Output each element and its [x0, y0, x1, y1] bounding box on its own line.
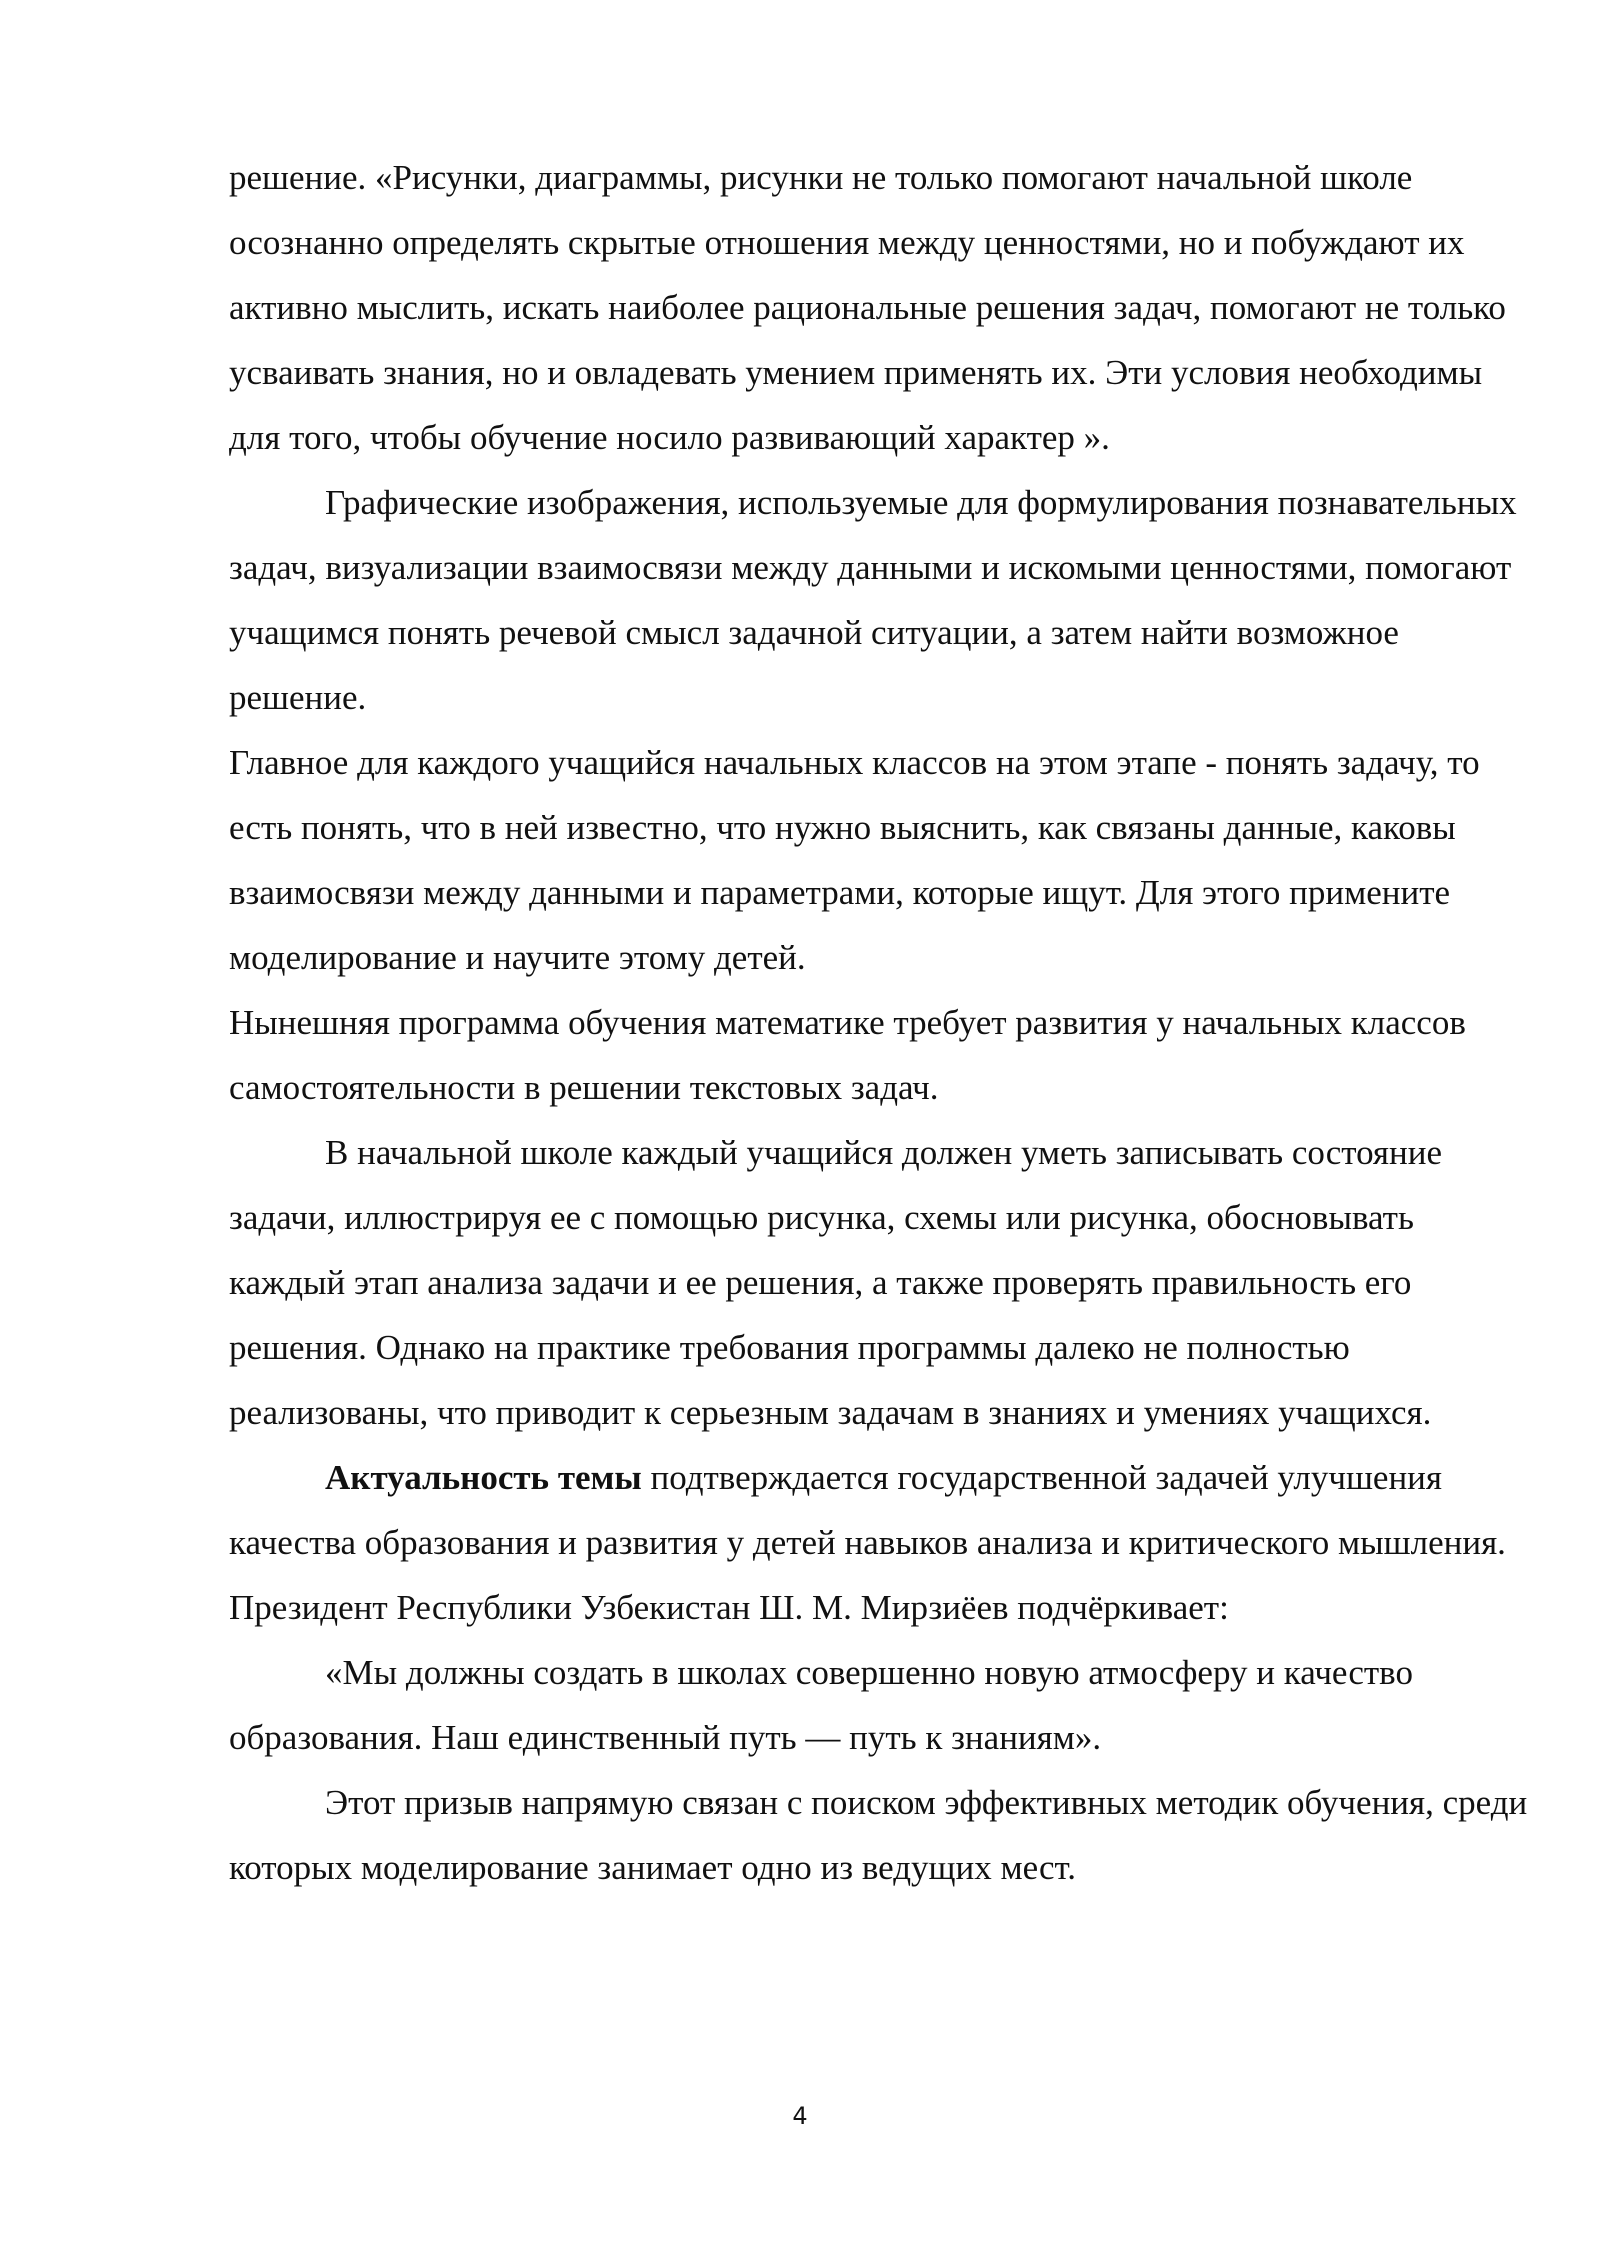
paragraph-3 — [229, 730, 1529, 990]
paragraph-1-text: решение. «Рисунки, диаграммы, рисунки не только помогают начальной школе осознанно определять скрытые отношения между ценностями, но и побуждают их активно мыслить, искать наиболее рациональные решения задач, помогают не только усваивать знания, но и овладевать умением применять их. Эти условия необходимы для того, чтобы обучение носило развивающий характер ». — [229, 158, 1506, 457]
paragraph-8 — [229, 1770, 1529, 1900]
relevance-heading: Актуальность темы — [325, 1458, 642, 1497]
paragraph-1 — [229, 145, 1529, 470]
paragraph-4-text: Нынешняя программа обучения математике требует развития у начальных классов самостоятельности в решении текстовых задач. — [229, 1003, 1466, 1107]
paragraph-2-text: Графические изображения, используемые для формулирования познавательных задач, визуализации взаимосвязи между данными и искомыми ценностями, помогают учащимся понять речевой смысл задачной ситуации, а затем найти возможное решение. — [229, 483, 1517, 717]
paragraph-8-text: Этот призыв напрямую связан с поиском эффективных методик обучения, среди которых моделирование занимает одно из ведущих мест. — [229, 1783, 1528, 1887]
paragraph-7-quote — [229, 1640, 1529, 1770]
paragraph-6-text: подтверждается государственной задачей улучшения качества образования и развития у детей навыков анализа и критического мышления. Президент Республики Узбекистан Ш. М. Мирзиёев подчёркивает: — [229, 1458, 1506, 1627]
paragraph-5-text: В начальной школе каждый учащийся должен уметь записывать состояние задачи, иллюстрируя ее с помощью рисунка, схемы или рисунка, обосновывать каждый этап анализа задачи и ее решения, а также проверять правильность его решения. Однако на практике требования программы далеко не полностью реализованы, что приводит к серьезным задачам в знаниях и умениях учащихся. — [229, 1133, 1443, 1432]
page-body — [229, 145, 1529, 1900]
paragraph-5 — [229, 1120, 1529, 1445]
page-number: 4 — [792, 2102, 808, 2130]
paragraph-2 — [229, 470, 1529, 730]
paragraph-7-text: «Мы должны создать в школах совершенно новую атмосферу и качество образования. Наш единственный путь — путь к знаниям». — [229, 1653, 1413, 1757]
paragraph-4 — [229, 990, 1529, 1120]
paragraph-3-text: Главное для каждого учащийся начальных классов на этом этапе - понять задачу, то есть понять, что в ней известно, что нужно выяснить, как связаны данные, каковы взаимосвязи между данными и параметрами, которые ищут. Для этого примените моделирование и научите этому детей. — [229, 743, 1480, 977]
paragraph-6 — [229, 1445, 1529, 1640]
